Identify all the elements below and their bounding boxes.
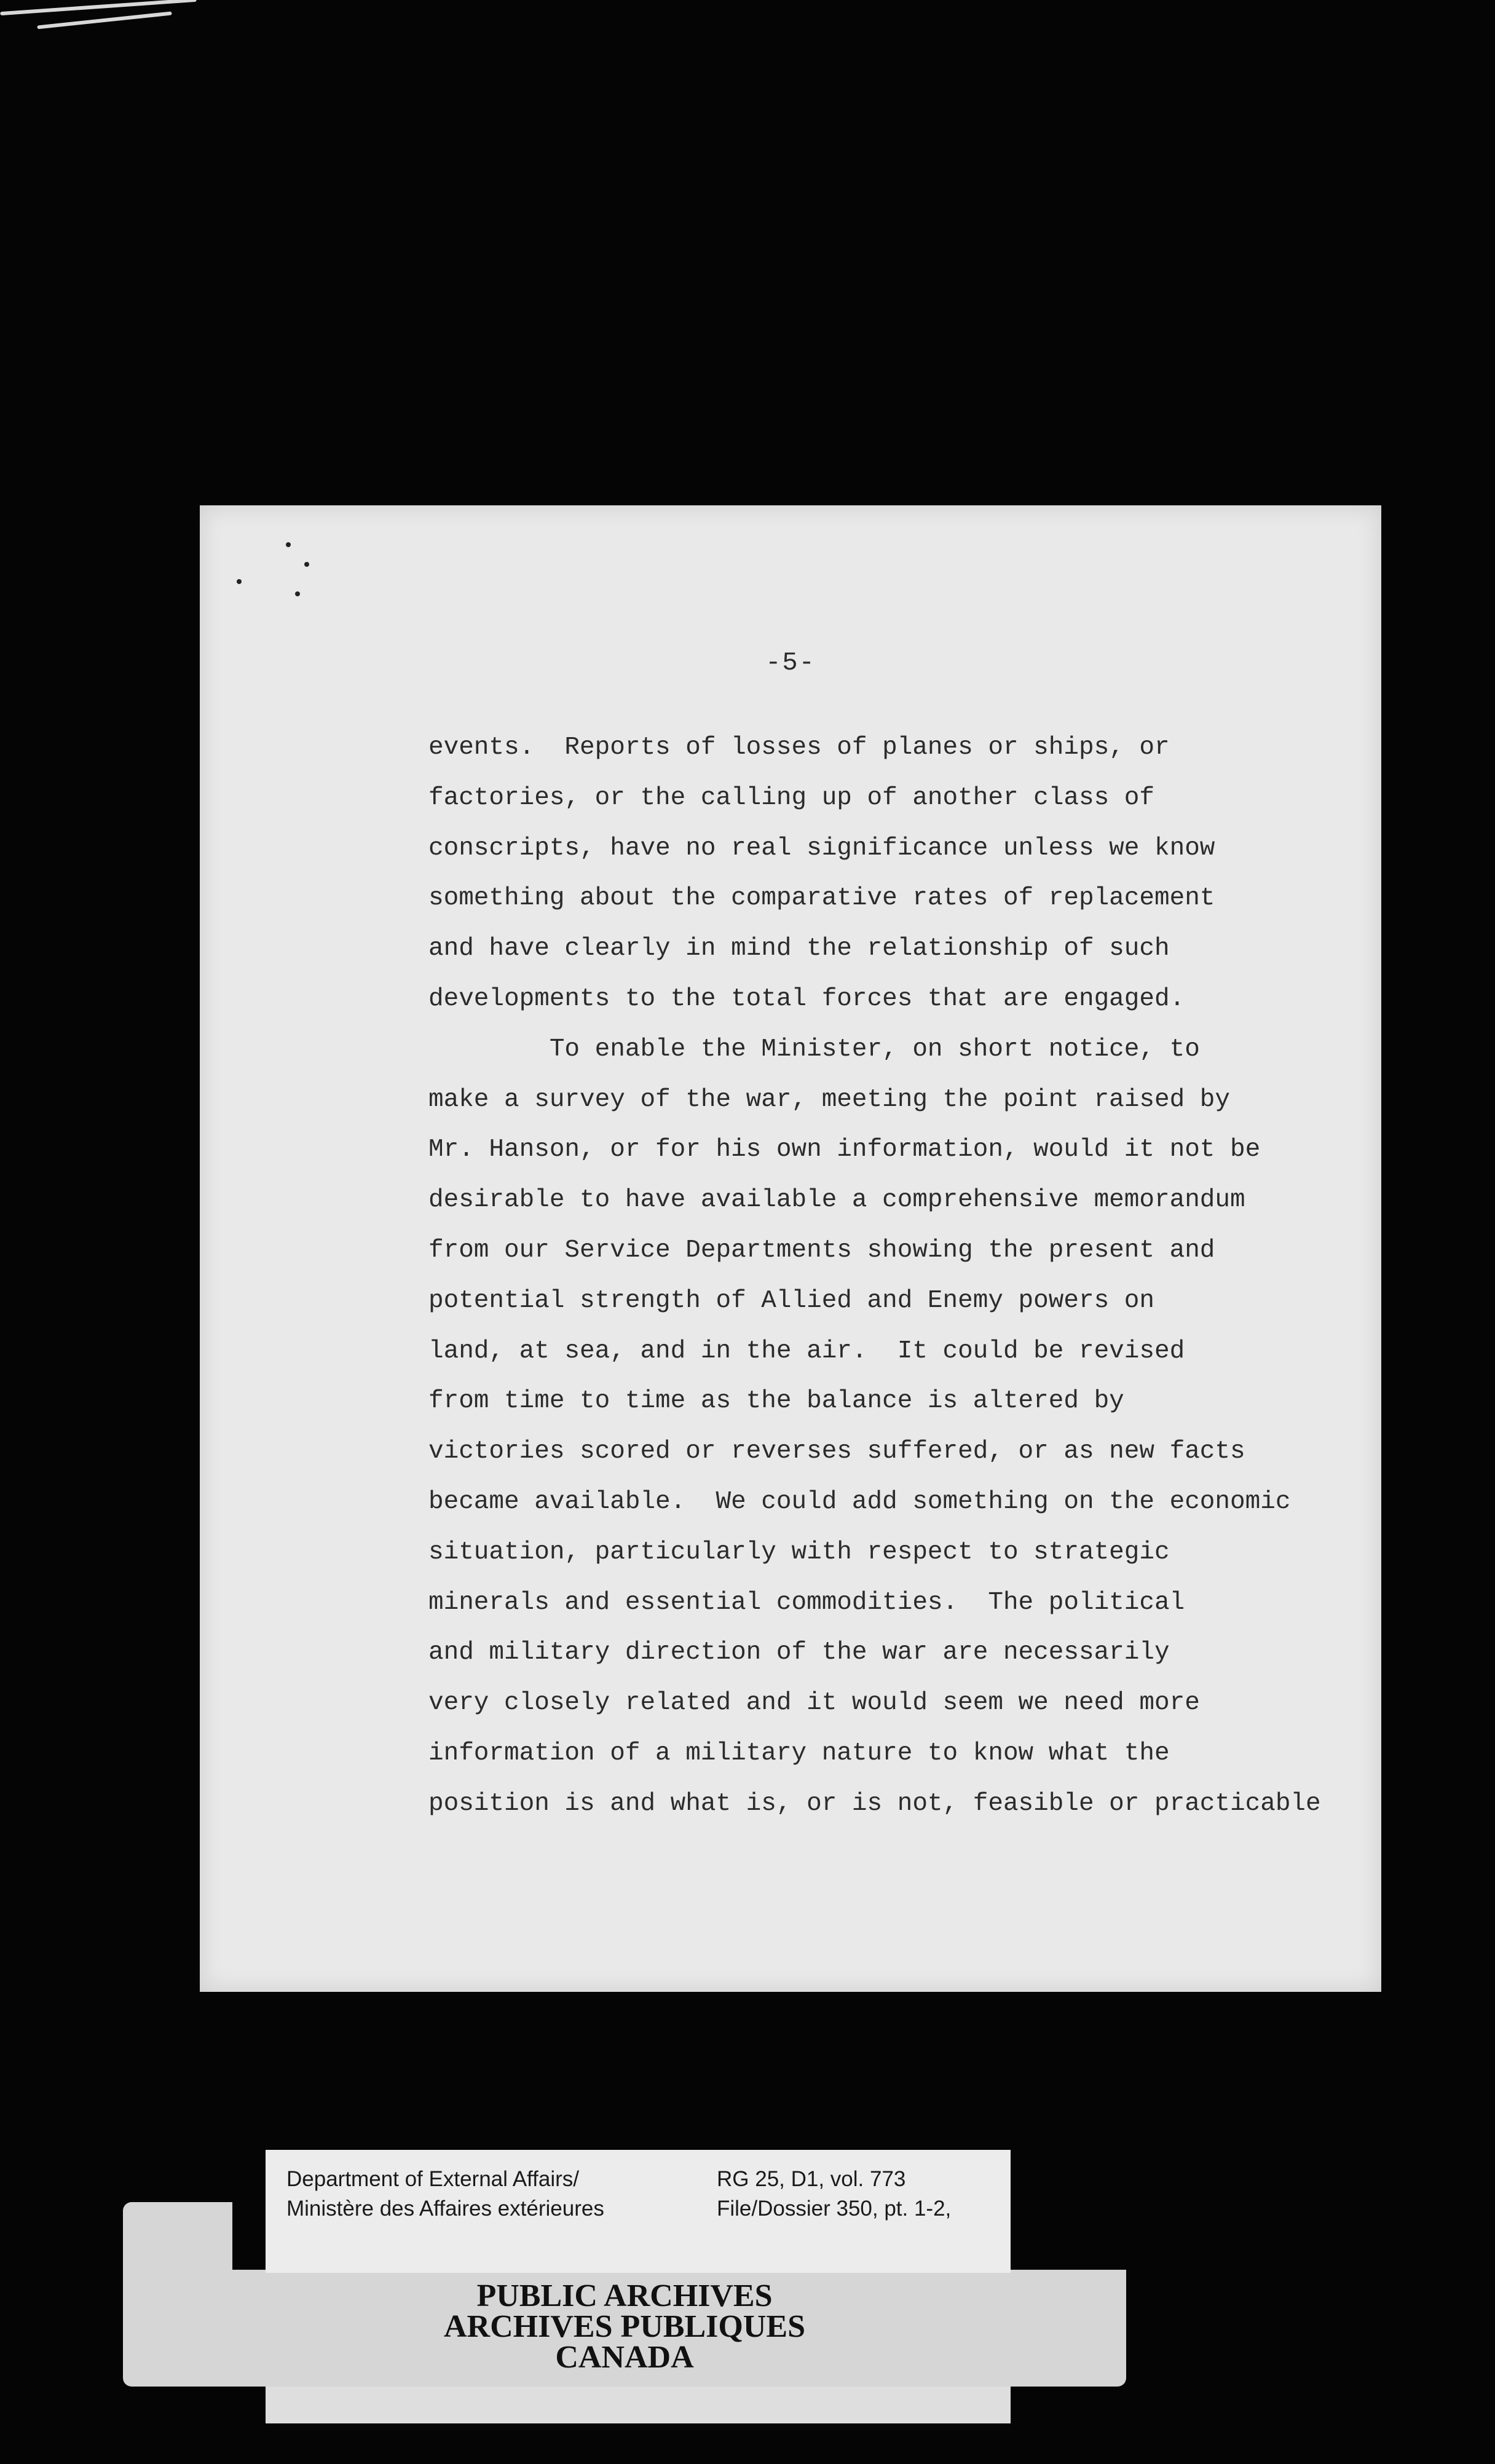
- page-speck: [295, 591, 300, 596]
- stamp-bottom-strip: [266, 2387, 1011, 2423]
- text-line: and military direction of the war are necessarily: [428, 1638, 1170, 1667]
- text-line: information of a military nature to know what the: [428, 1739, 1170, 1767]
- page-speck: [304, 562, 309, 567]
- text-line: make a survey of the war, meeting the point raised by: [428, 1085, 1231, 1114]
- stamp-line-country: CANADA: [555, 2340, 694, 2375]
- stamp-line-english: PUBLIC ARCHIVES: [476, 2278, 773, 2313]
- page-speck: [237, 579, 242, 584]
- stamp-line-french: ARCHIVES PUBLIQUES: [443, 2309, 806, 2344]
- text-line: desirable to have available a comprehensive memorandum: [428, 1186, 1245, 1215]
- film-scratch: [37, 12, 172, 30]
- text-line: minerals and essential commodities. The political: [428, 1588, 1185, 1617]
- text-line: land, at sea, and in the air. It could be revised: [428, 1337, 1185, 1365]
- text-line: Mr. Hanson, or for his own information, would it not be: [428, 1135, 1261, 1164]
- stamp-notch: [1011, 2202, 1126, 2270]
- archive-reference-label: [266, 2150, 1011, 2273]
- record-group: RG 25, D1, vol. 773: [717, 2167, 906, 2191]
- text-line: potential strength of Allied and Enemy powers on: [428, 1286, 1154, 1315]
- file-reference: [717, 2165, 951, 2224]
- text-line: developments to the total forces that are engaged.: [428, 984, 1185, 1013]
- document-page: [200, 505, 1381, 1992]
- text-line: from our Service Departments showing the present and: [428, 1236, 1215, 1265]
- department-french: Ministère des Affaires extérieures: [286, 2197, 604, 2221]
- text-line: situation, particularly with respect to strategic: [428, 1538, 1170, 1566]
- department-names: [286, 2165, 604, 2224]
- text-line: victories scored or reverses suffered, or as new facts: [428, 1437, 1245, 1466]
- typed-letter-body: [428, 723, 1375, 1830]
- text-line: became available. We could add something on the economic: [428, 1487, 1291, 1516]
- text-line: something about the comparative rates of replacement: [428, 884, 1215, 913]
- text-line: very closely related and it would seem we need more: [428, 1689, 1200, 1718]
- text-line: To enable the Minister, on short notice, to: [428, 1035, 1200, 1064]
- text-line: factories, or the calling up of another class of: [428, 783, 1154, 812]
- text-line: and have clearly in mind the relationship of such: [428, 934, 1170, 963]
- department-english: Department of External Affairs/: [286, 2167, 579, 2191]
- file-number: File/Dossier 350, pt. 1-2,: [717, 2197, 952, 2221]
- stamp-notch: [232, 2202, 267, 2270]
- page-speck: [286, 542, 291, 547]
- text-line: conscripts, have no real significance unless we know: [428, 834, 1215, 863]
- text-line: events. Reports of losses of planes or ships, or: [428, 733, 1170, 762]
- text-line: from time to time as the balance is altered by: [428, 1387, 1124, 1416]
- page-number: -5-: [765, 648, 816, 677]
- public-archives-stamp: [123, 2278, 1126, 2375]
- text-line: position is and what is, or is not, feasible or practicable: [428, 1789, 1321, 1818]
